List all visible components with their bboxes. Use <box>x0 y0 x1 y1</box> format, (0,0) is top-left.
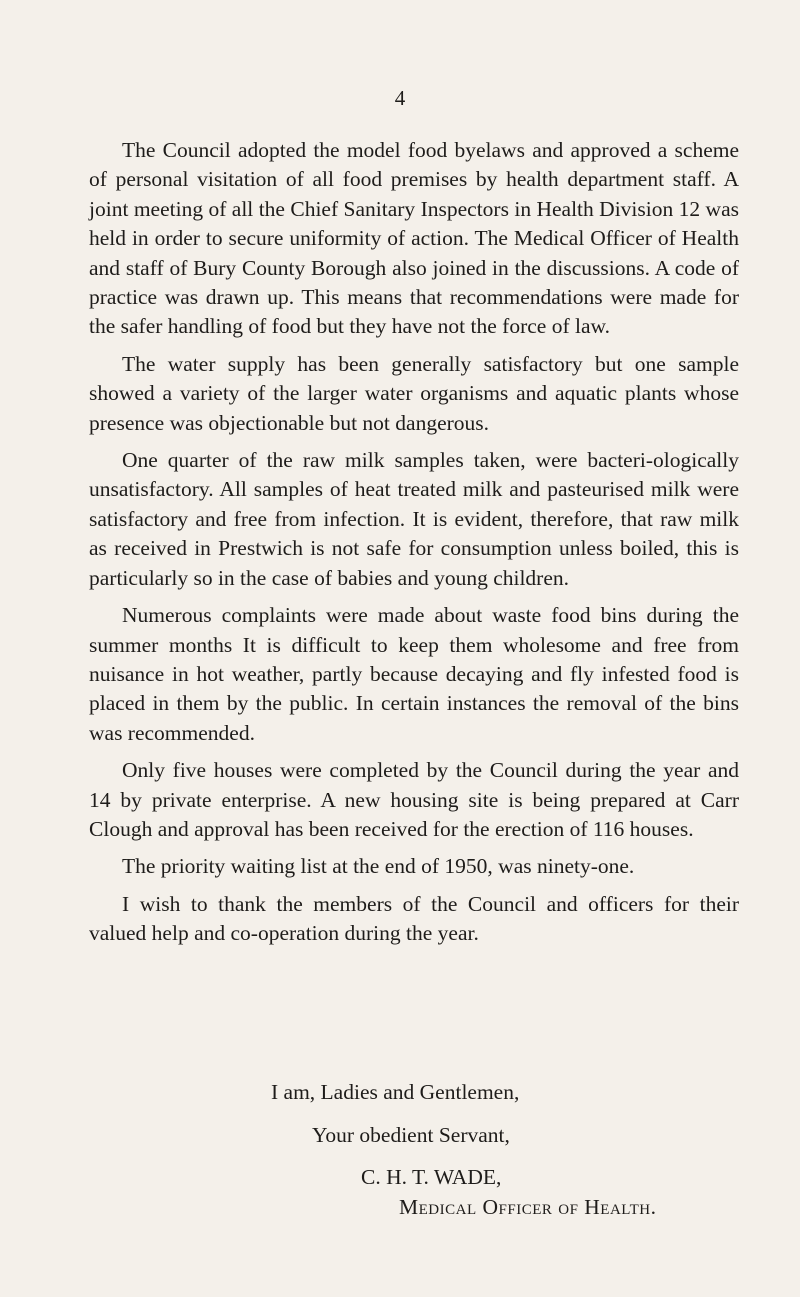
paragraph-waste-food-bins: Numerous complaints were made about waste food bins during the summer months It is difficult to keep them wholesome and free from nuisance in hot weather, partly because decaying and fly infested food is placed in them by the public. In certain instances the removal of the bins was recommended. <box>89 603 739 745</box>
signatory-name: C. H. T. WADE, <box>361 1165 502 1189</box>
paragraph-water-supply: The water supply has been generally satisfactory but one sample showed a variety of the larger water organisms and aquatic plants whose presence was objectionable but not dangerous. <box>89 351 739 435</box>
paragraph-milk-samples: One quarter of the raw milk samples taken, were bacteri-ologically unsatisfactory. All samples of heat treated milk and pasteurised milk were satisfactory and free from infection. It is evident, therefore, that raw milk as received in Prestwich is not safe for consumption unless boiled, this is particularly so in the case of babies and young children. <box>89 448 739 590</box>
paragraph-food-byelaws: The Council adopted the model food byelaws and approved a scheme of personal visitation of all food premises by health department staff. A joint meeting of all the Chief Sanitary Inspectors in Health Division 12 was held in order to secure uniformity of action. The Medical Officer of Health and staff of Bury County Borough also joined in the discussions. A code of practice was drawn up. This means that recommendations were made for the safer handling of food but they have not the force of law. <box>89 138 739 339</box>
paragraph-housing: Only five houses were completed by the Council during the year and 14 by private enterprise. A new housing site is being prepared at Carr Clough and approval has been received for the erection of 116 houses. <box>89 758 739 841</box>
page-number: 4 <box>394 86 406 110</box>
paragraph-priority-list: The priority waiting list at the end of 1950, was ninety-one. <box>122 854 635 879</box>
signatory-title: Medical Officer of Health. <box>399 1195 657 1219</box>
letter-body <box>89 136 739 957</box>
paragraph-thanks: I wish to thank the members of the Council and officers for their valued help and co-operation during the year. <box>89 891 739 946</box>
closing-valediction: Your obedient Servant, <box>312 1123 510 1147</box>
closing-salutation: I am, Ladies and Gentlemen, <box>271 1080 520 1104</box>
